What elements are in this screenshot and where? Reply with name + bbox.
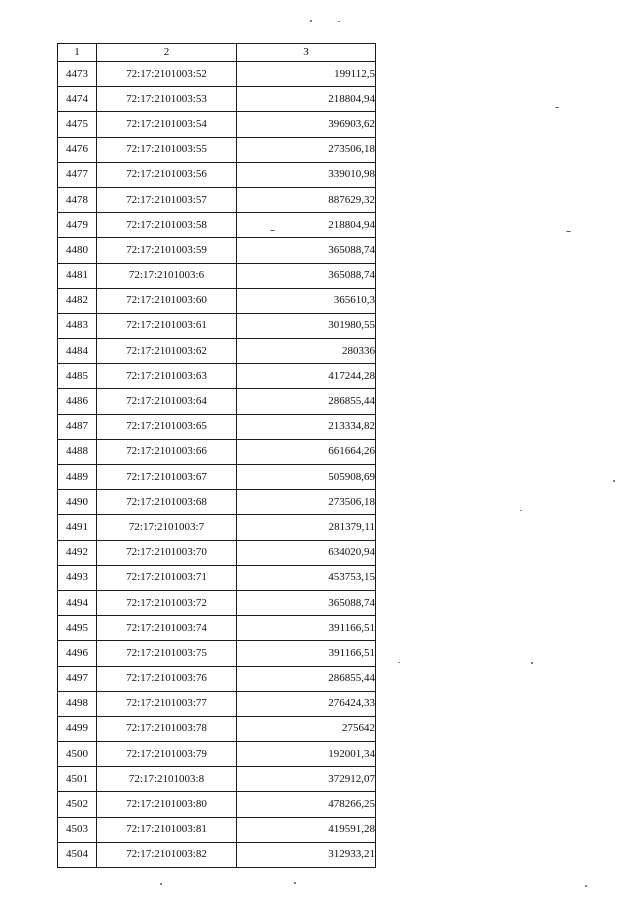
row-number-cell: 4477 bbox=[58, 162, 97, 187]
row-number-cell: 4476 bbox=[58, 137, 97, 162]
row-number-cell: 4497 bbox=[58, 666, 97, 691]
row-number-cell: 4484 bbox=[58, 339, 97, 364]
table-row bbox=[58, 716, 376, 741]
table-row bbox=[58, 238, 376, 263]
table-row bbox=[58, 641, 376, 666]
row-number-cell: 4494 bbox=[58, 590, 97, 615]
table-row bbox=[58, 742, 376, 767]
table-row bbox=[58, 389, 376, 414]
table-row bbox=[58, 666, 376, 691]
row-number-cell: 4473 bbox=[58, 62, 97, 87]
cadastral-value-cell: 273506,18 bbox=[237, 137, 376, 162]
cadastral-number-cell: 72:17:2101003:64 bbox=[97, 389, 237, 414]
table-row bbox=[58, 62, 376, 87]
cadastral-value-cell: 286855,44 bbox=[237, 666, 376, 691]
row-number-cell: 4501 bbox=[58, 767, 97, 792]
cadastral-number-cell: 72:17:2101003:70 bbox=[97, 540, 237, 565]
cadastral-value-cell: 887629,32 bbox=[237, 187, 376, 212]
cadastral-value-cell: 634020,94 bbox=[237, 540, 376, 565]
row-number-cell: 4495 bbox=[58, 616, 97, 641]
table-row bbox=[58, 616, 376, 641]
table-row bbox=[58, 490, 376, 515]
cadastral-value-cell: 218804,94 bbox=[237, 213, 376, 238]
table-row bbox=[58, 313, 376, 338]
cadastral-number-cell: 72:17:2101003:78 bbox=[97, 716, 237, 741]
table-row bbox=[58, 792, 376, 817]
column-header-number: 1 bbox=[58, 44, 97, 62]
table-row bbox=[58, 87, 376, 112]
scan-speck bbox=[310, 20, 312, 22]
row-number-cell: 4483 bbox=[58, 313, 97, 338]
cadastral-number-cell: 72:17:2101003:7 bbox=[97, 515, 237, 540]
scan-speck bbox=[160, 883, 162, 885]
table-row bbox=[58, 465, 376, 490]
row-number-cell: 4474 bbox=[58, 87, 97, 112]
cadastral-number-cell: 72:17:2101003:6 bbox=[97, 263, 237, 288]
row-number-cell: 4482 bbox=[58, 288, 97, 313]
cadastral-value-cell: 192001,34 bbox=[237, 742, 376, 767]
table-row bbox=[58, 842, 376, 867]
cadastral-number-cell: 72:17:2101003:59 bbox=[97, 238, 237, 263]
cadastral-value-cell: 505908,69 bbox=[237, 465, 376, 490]
cadastral-value-cell: 391166,51 bbox=[237, 616, 376, 641]
table-row bbox=[58, 414, 376, 439]
cadastral-number-cell: 72:17:2101003:60 bbox=[97, 288, 237, 313]
cadastral-value-cell: 365610,3 bbox=[237, 288, 376, 313]
cadastral-number-cell: 72:17:2101003:74 bbox=[97, 616, 237, 641]
scan-speck bbox=[294, 882, 296, 884]
scan-speck bbox=[531, 662, 533, 664]
table-row bbox=[58, 339, 376, 364]
table-row bbox=[58, 137, 376, 162]
cadastral-number-cell: 72:17:2101003:63 bbox=[97, 364, 237, 389]
cadastral-value-cell: 391166,51 bbox=[237, 641, 376, 666]
table-row bbox=[58, 767, 376, 792]
cadastral-value-cell: 312933,21 bbox=[237, 842, 376, 867]
table-row bbox=[58, 288, 376, 313]
cadastral-number-cell: 72:17:2101003:67 bbox=[97, 465, 237, 490]
column-header-value: 3 bbox=[237, 44, 376, 62]
row-number-cell: 4496 bbox=[58, 641, 97, 666]
row-number-cell: 4502 bbox=[58, 792, 97, 817]
cadastral-value-cell: 301980,55 bbox=[237, 313, 376, 338]
cadastral-value-cell: 276424,33 bbox=[237, 691, 376, 716]
cadastral-value-cell: 199112,5 bbox=[237, 62, 376, 87]
table-row bbox=[58, 691, 376, 716]
cadastral-value-cell: 273506,18 bbox=[237, 490, 376, 515]
cadastral-number-cell: 72:17:2101003:65 bbox=[97, 414, 237, 439]
cadastral-value-cell: 453753,15 bbox=[237, 565, 376, 590]
row-number-cell: 4500 bbox=[58, 742, 97, 767]
row-number-cell: 4481 bbox=[58, 263, 97, 288]
row-number-cell: 4475 bbox=[58, 112, 97, 137]
cadastral-number-cell: 72:17:2101003:79 bbox=[97, 742, 237, 767]
table-row bbox=[58, 817, 376, 842]
table-row bbox=[58, 213, 376, 238]
row-number-cell: 4486 bbox=[58, 389, 97, 414]
table-row bbox=[58, 565, 376, 590]
cadastral-number-cell: 72:17:2101003:55 bbox=[97, 137, 237, 162]
row-number-cell: 4498 bbox=[58, 691, 97, 716]
cadastral-number-cell: 72:17:2101003:53 bbox=[97, 87, 237, 112]
table-header-row bbox=[58, 44, 376, 62]
row-number-cell: 4489 bbox=[58, 465, 97, 490]
cadastral-value-cell: 419591,28 bbox=[237, 817, 376, 842]
scan-speck bbox=[520, 510, 522, 511]
cadastral-value-cell: 286855,44 bbox=[237, 389, 376, 414]
table-body bbox=[58, 62, 376, 868]
table-row bbox=[58, 187, 376, 212]
table-row bbox=[58, 263, 376, 288]
cadastral-number-cell: 72:17:2101003:8 bbox=[97, 767, 237, 792]
cadastral-number-cell: 72:17:2101003:71 bbox=[97, 565, 237, 590]
scan-speck bbox=[270, 230, 275, 231]
cadastral-number-cell: 72:17:2101003:80 bbox=[97, 792, 237, 817]
table-row bbox=[58, 515, 376, 540]
row-number-cell: 4493 bbox=[58, 565, 97, 590]
table-row bbox=[58, 540, 376, 565]
cadastral-value-cell: 339010,98 bbox=[237, 162, 376, 187]
cadastral-value-cell: 478266,25 bbox=[237, 792, 376, 817]
scan-speck bbox=[555, 107, 559, 108]
cadastral-number-cell: 72:17:2101003:54 bbox=[97, 112, 237, 137]
cadastral-value-cell: 365088,74 bbox=[237, 590, 376, 615]
cadastral-number-cell: 72:17:2101003:61 bbox=[97, 313, 237, 338]
cadastral-value-cell: 218804,94 bbox=[237, 87, 376, 112]
scan-speck bbox=[585, 885, 587, 887]
cadastral-value-cell: 281379,11 bbox=[237, 515, 376, 540]
cadastral-number-cell: 72:17:2101003:56 bbox=[97, 162, 237, 187]
table-row bbox=[58, 112, 376, 137]
cadastral-value-cell: 275642 bbox=[237, 716, 376, 741]
cadastral-value-cell: 417244,28 bbox=[237, 364, 376, 389]
row-number-cell: 4492 bbox=[58, 540, 97, 565]
table-row bbox=[58, 590, 376, 615]
table-row bbox=[58, 439, 376, 464]
cadastral-value-cell: 372912,07 bbox=[237, 767, 376, 792]
cadastral-value-cell: 213334,82 bbox=[237, 414, 376, 439]
row-number-cell: 4504 bbox=[58, 842, 97, 867]
cadastral-number-cell: 72:17:2101003:58 bbox=[97, 213, 237, 238]
row-number-cell: 4480 bbox=[58, 238, 97, 263]
cadastral-number-cell: 72:17:2101003:52 bbox=[97, 62, 237, 87]
cadastral-number-cell: 72:17:2101003:76 bbox=[97, 666, 237, 691]
scan-speck bbox=[398, 662, 400, 663]
cadastral-value-cell: 365088,74 bbox=[237, 263, 376, 288]
table-row bbox=[58, 162, 376, 187]
cadastral-number-cell: 72:17:2101003:68 bbox=[97, 490, 237, 515]
table-row bbox=[58, 364, 376, 389]
row-number-cell: 4499 bbox=[58, 716, 97, 741]
row-number-cell: 4479 bbox=[58, 213, 97, 238]
cadastral-value-cell: 365088,74 bbox=[237, 238, 376, 263]
cadastral-number-cell: 72:17:2101003:75 bbox=[97, 641, 237, 666]
cadastral-number-cell: 72:17:2101003:66 bbox=[97, 439, 237, 464]
row-number-cell: 4503 bbox=[58, 817, 97, 842]
cadastral-number-cell: 72:17:2101003:72 bbox=[97, 590, 237, 615]
row-number-cell: 4478 bbox=[58, 187, 97, 212]
cadastral-value-cell: 396903,62 bbox=[237, 112, 376, 137]
cadastral-value-cell: 661664,26 bbox=[237, 439, 376, 464]
row-number-cell: 4490 bbox=[58, 490, 97, 515]
row-number-cell: 4488 bbox=[58, 439, 97, 464]
cadastral-value-table bbox=[57, 43, 376, 868]
cadastral-number-cell: 72:17:2101003:81 bbox=[97, 817, 237, 842]
cadastral-number-cell: 72:17:2101003:82 bbox=[97, 842, 237, 867]
cadastral-number-cell: 72:17:2101003:57 bbox=[97, 187, 237, 212]
row-number-cell: 4487 bbox=[58, 414, 97, 439]
cadastral-number-cell: 72:17:2101003:77 bbox=[97, 691, 237, 716]
scan-speck bbox=[566, 231, 571, 232]
scan-speck bbox=[338, 21, 340, 22]
scan-speck bbox=[613, 480, 615, 482]
cadastral-number-cell: 72:17:2101003:62 bbox=[97, 339, 237, 364]
row-number-cell: 4491 bbox=[58, 515, 97, 540]
cadastral-value-cell: 280336 bbox=[237, 339, 376, 364]
row-number-cell: 4485 bbox=[58, 364, 97, 389]
column-header-cadastral: 2 bbox=[97, 44, 237, 62]
